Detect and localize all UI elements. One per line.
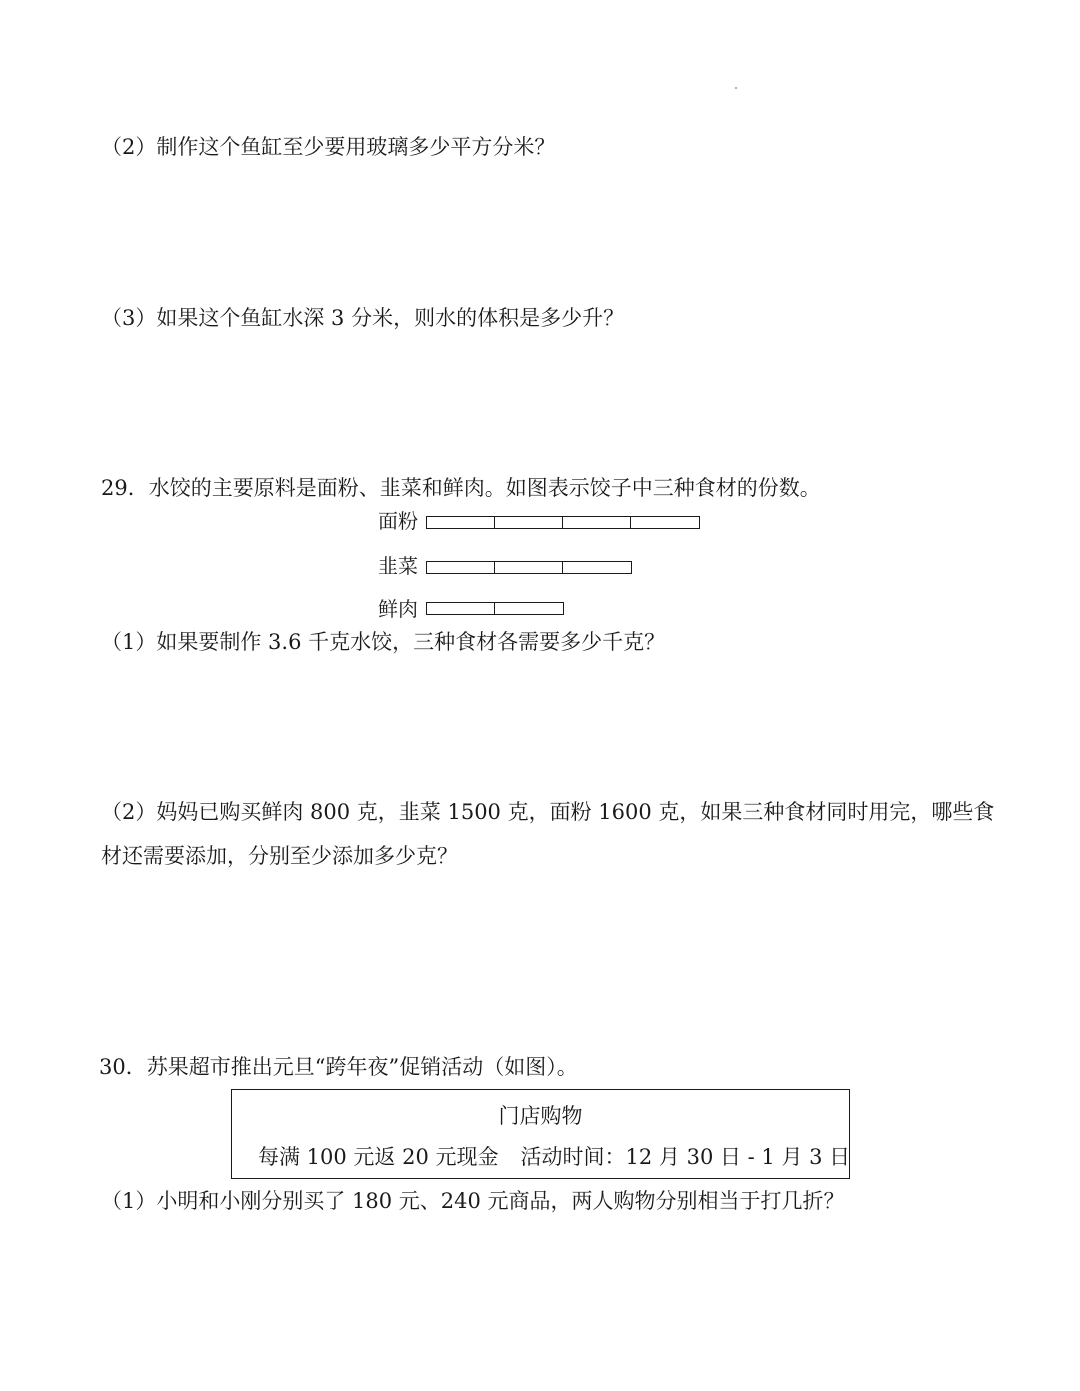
bar-segment xyxy=(427,562,495,573)
bar-segment xyxy=(495,603,563,614)
bar-label-chive: 韭菜 xyxy=(378,554,418,578)
promo-info xyxy=(258,1147,850,1168)
promo-box xyxy=(231,1089,850,1179)
promo-title: 门店购物 xyxy=(498,1104,583,1128)
bar-meat xyxy=(426,602,564,615)
q29-stem: 29．水饺的主要原料是面粉、韭菜和鲜肉。如图表示饺子中三种食材的份数。 xyxy=(101,476,821,500)
promo-offer: 每满 100 元返 20 元现金 xyxy=(258,1145,499,1169)
bar-label-flour: 面粉 xyxy=(378,509,418,533)
bar-segment xyxy=(427,517,495,528)
bar-chive xyxy=(426,561,632,574)
bar-segment xyxy=(563,517,631,528)
q29-sub1: （1）如果要制作 3.6 千克水饺，三种食材各需要多少千克？ xyxy=(101,630,666,654)
q30-stem: 30．苏果超市推出元旦“跨年夜”促销活动（如图）。 xyxy=(99,1055,578,1079)
promo-period: 活动时间：12 月 30 日 - 1 月 3 日 xyxy=(520,1145,851,1169)
bar-segment xyxy=(495,517,563,528)
bar-label-meat: 鲜肉 xyxy=(378,597,418,621)
q30-sub1: （1）小明和小刚分别买了 180 元、240 元商品，两人购物分别相当于打几折？ xyxy=(101,1189,845,1213)
stray-dot xyxy=(735,87,737,89)
bar-segment xyxy=(495,562,563,573)
q28-sub2: （2）制作这个鱼缸至少要用玻璃多少平方分米？ xyxy=(101,135,556,159)
q28-sub3: （3）如果这个鱼缸水深 3 分米，则水的体积是多少升？ xyxy=(101,306,625,330)
bar-segment xyxy=(631,517,699,528)
bar-flour xyxy=(426,516,700,529)
q29-sub2-line1: （2）妈妈已购买鲜肉 800 克，韭菜 1500 克，面粉 1600 克，如果三种食材同时用完，哪些食 xyxy=(101,800,995,824)
q29-sub2-line2: 材还需要添加，分别至少添加多少克？ xyxy=(101,844,458,868)
bar-segment xyxy=(427,603,495,614)
bar-segment xyxy=(563,562,631,573)
